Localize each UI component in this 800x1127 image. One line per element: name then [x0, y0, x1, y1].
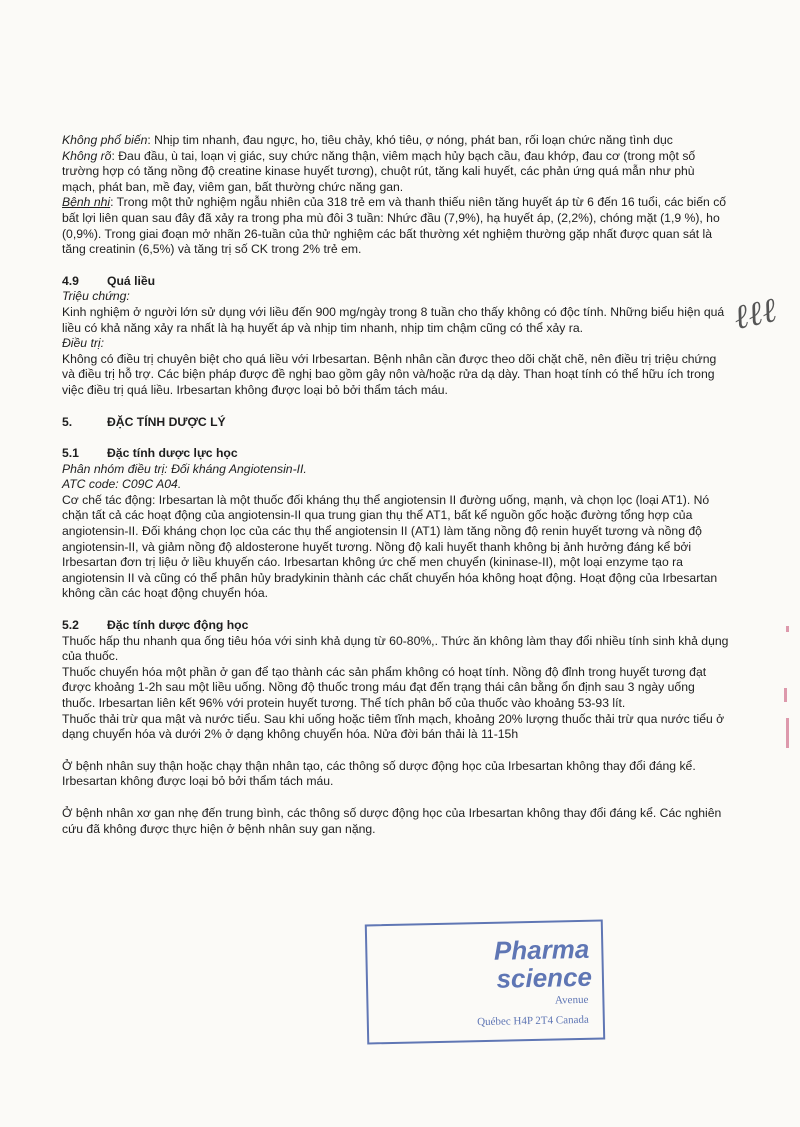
section-title: Đặc tính dược lực học	[107, 446, 238, 461]
paragraph-pediatric	[62, 195, 730, 257]
therapeutic-group: Phân nhóm điều trị: Đối kháng Angiotensin-II.	[62, 461, 307, 476]
section-title: Quá liều	[107, 273, 156, 288]
section-title: Đặc tính dược động học	[107, 618, 249, 633]
section-heading-4-9	[62, 274, 730, 290]
stamp-line-2: science	[496, 961, 593, 994]
label-uncommon: Không phổ biến	[62, 133, 148, 147]
section-title: ĐẶC TÍNH DƯỢC LÝ	[107, 414, 226, 429]
section-heading-5-1	[62, 446, 730, 462]
paragraph-overdose-symptoms: Kinh nghiệm ở người lớn sử dụng với liều đến 900 mg/ngày trong 8 tuần cho thấy không có độc tính. Những biểu hiện quá liều có khả năng xảy ra nhất là hạ huyết áp và nhịp tim nhanh, nhịp tim chậm cũng có thể xảy ra.	[62, 304, 725, 335]
text-pediatric: : Trong một thử nghiệm ngẫu nhiên của 318 trẻ em và thanh thiếu niên tăng huyết áp từ 6 đến 16 tuổi, các biến cố bất lợi liên quan sau đây đã xảy ra trong pha mù đôi 3 tuần: Nhức đầu (7,9%), hạ huyết áp, (2,2%), chóng mặt (1,9 %), ho (0,9%). Trong giai đoạn mở nhãn 26-tuần của thử nghiệm các bất thường xét nghiệm thường gặp nhất được quan sát là tăng creatinin (6,5%) và tăng trị số CK trong 2% trẻ em.	[62, 195, 727, 257]
subheading-treatment: Điều trị:	[62, 336, 104, 351]
atc-code: ATC code: C09C A04.	[62, 477, 182, 492]
margin-mark	[786, 718, 789, 748]
section-number: 4.9	[62, 273, 79, 288]
stamp-line-3: Avenue	[554, 993, 589, 1007]
paragraph-hepatic: Ở bệnh nhân xơ gan nhẹ đến trung bình, các thông số dược động học của Irbesartan không thay đổi đáng kể. Các nghiên cứu đã không được thực hiện ở bệnh nhân suy gan nặng.	[62, 805, 722, 836]
paragraph-renal: Ở bệnh nhân suy thận hoặc chạy thận nhân tạo, các thông số dược động học của Irbesartan không thay đổi đáng kể. Irbesartan không được loại bỏ bởi thẩm tách máu.	[62, 758, 696, 789]
text-uncommon: : Nhịp tim nhanh, đau ngực, ho, tiêu chảy, khó tiêu, ợ nóng, phát ban, rối loạn chức năng tình dục	[147, 133, 673, 147]
text-unknown: : Đau đầu, ù tai, loạn vị giác, suy chức năng thận, viêm mạch hủy bạch cầu, đau khớp, đau cơ (trong một số trường hợp có tăng nồng độ creatine kinase huyết tương), chuột rút, tăng kali huyết, các phản ứng quá mẫn như phù mạch, phát ban, mề đay, viêm gan, bất thường chức năng gan.	[62, 148, 696, 194]
section-number: 5.	[62, 414, 73, 429]
section-heading-5	[62, 415, 730, 431]
subheading-symptoms: Triệu chứng:	[62, 289, 130, 304]
paragraph-elimination: Thuốc thải trừ qua mật và nước tiểu. Sau khi uống hoặc tiêm tĩnh mạch, khoảng 20% lượng thuốc thải trừ qua nước tiểu ở dạng chuyển hóa và dưới 2% ở dạng không chuyển hóa. Nửa đời bán thải là 11-15h	[62, 711, 725, 742]
paragraph-mechanism: Cơ chế tác động: Irbesartan là một thuốc đối kháng thụ thể angiotensin II đường uống, mạnh, và chọn lọc (loại AT1). Nó chặn tất cả các hoạt động của angiotensin-II qua trung gian thụ thể AT1, bất kể nguồn gốc hoặc đường tổng hợp của angiotensin-II. Đối kháng chọn lọc của các thụ thể angiotensin II (AT1) làm tăng nồng độ renin huyết tương và nồng độ angiotensin-II, và giảm nồng độ aldosterone huyết tương. Nồng độ kali huyết thanh không bị ảnh hưởng đáng kể bởi Irbesartan đơn trị liệu ở liều khuyến cáo. Irbesartan không ức chế men chuyển (kininase-II), một loại enzyme tạo ra angiotensin II và cũng có thể phân hủy bradykinin thành các chất chuyển hóa không hoạt động. Hoạt động của Irbesartan không cần các hoạt động chuyển hóa.	[62, 492, 718, 601]
paragraph-unknown	[62, 149, 730, 196]
company-stamp	[365, 920, 605, 1045]
paragraph-metabolism: Thuốc chuyển hóa một phần ở gan để tạo thành các sản phẩm không có hoạt tính. Nồng độ đỉnh trong huyết tương đạt được khoảng 1-2h sau một liều uống. Nồng độ thuốc trong máu đạt đến trạng thái cân bằng ổn định sau 3 ngày uống thuốc. Irbesartan liên kết 96% với protein huyết tương. Thể tích phân bố của thuốc vào khoảng 53-93 lít.	[62, 664, 707, 710]
handwritten-initials: ℓℓℓ	[730, 291, 780, 338]
section-heading-5-2	[62, 618, 730, 634]
margin-mark	[784, 688, 787, 702]
label-unknown: Không rõ	[62, 148, 112, 163]
margin-mark	[786, 626, 789, 632]
paragraph-overdose-treatment: Không có điều trị chuyên biệt cho quá liều với Irbesartan. Bệnh nhân cần được theo dõi chặt chẽ, nên điều trị triệu chứng và điều trị hỗ trợ. Các biện pháp được đề nghị bao gồm gây nôn và/hoặc rửa dạ dày. Than hoạt tính có thể hữu ích trong việc điều trị quá liều. Irbesartan không được loại bỏ bởi thẩm tách máu.	[62, 351, 717, 397]
label-pediatric: Bệnh nhi	[62, 195, 111, 210]
stamp-line-1: Pharma	[493, 933, 590, 966]
document-body	[62, 133, 730, 837]
section-number: 5.1	[62, 446, 79, 461]
paragraph-uncommon	[62, 133, 730, 149]
section-number: 5.2	[62, 618, 79, 633]
paragraph-absorption: Thuốc hấp thu nhanh qua ống tiêu hóa với sinh khả dụng từ 60-80%,. Thức ăn không làm thay đổi nhiều tính sinh khả dụng của thuốc.	[62, 633, 729, 664]
stamp-line-4: Québec H4P 2T4 Canada	[477, 1013, 589, 1029]
